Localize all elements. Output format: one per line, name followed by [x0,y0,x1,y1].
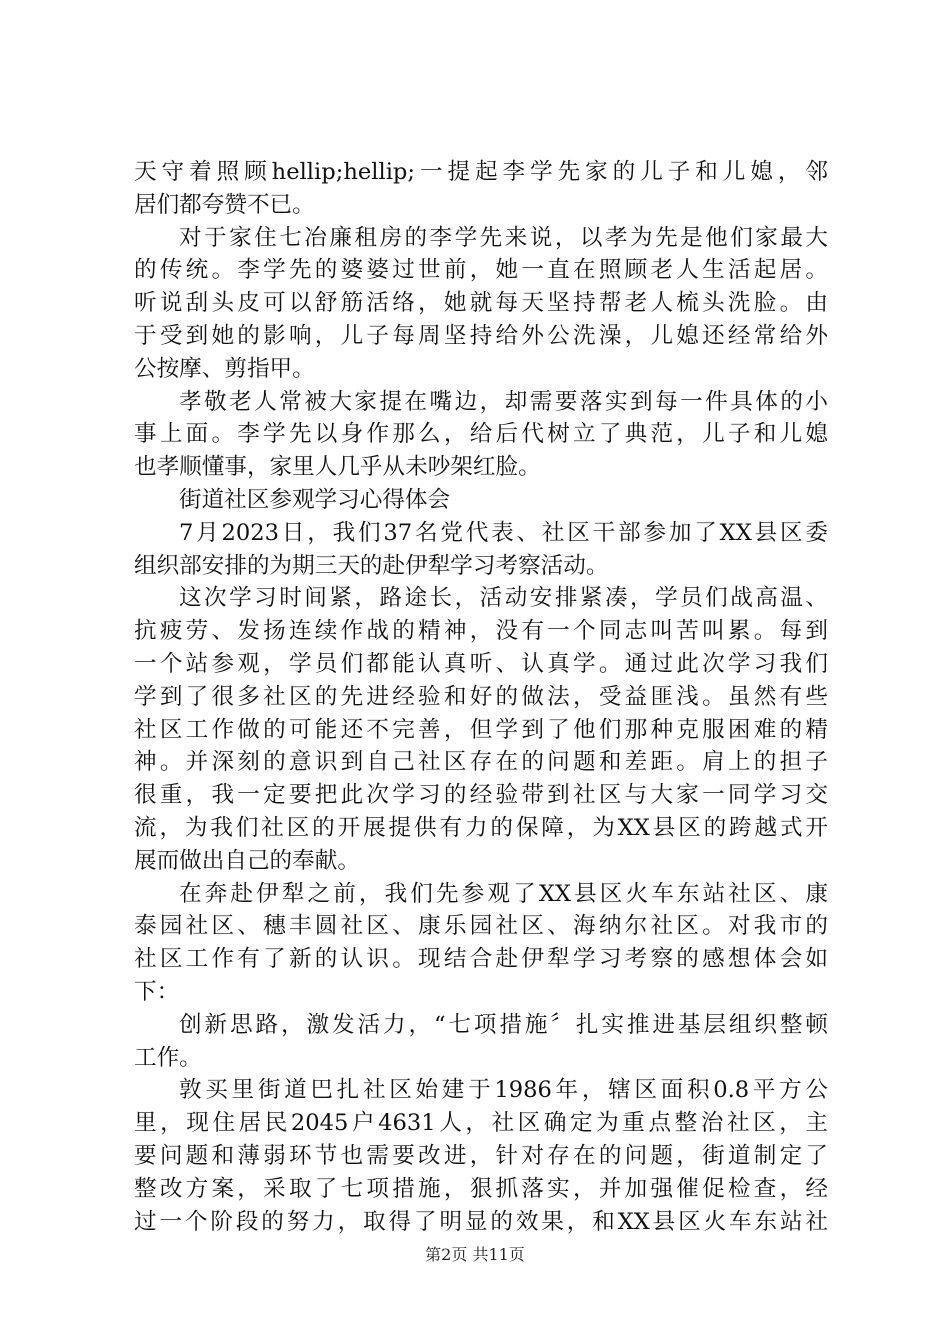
text-line: 敦买里街道巴扎社区始建于1986年，辖区面积0.8平方公 [179,1077,828,1104]
text-line: 这次学习时间紧，路途长，活动安排紧凑，学员们战高温、 [179,585,828,612]
text-line: 整改方案，采取了七项措施，狠抓落实，并加强催促检查，经 [134,1175,828,1202]
text-line: 社区工作有了新的认识。现结合赴伊犁学习考察的感想体会如 [134,946,828,973]
text-line: 抗疲劳、发扬连续作战的精神，没有一个同志叫苦叫累。每到 [134,618,828,645]
text-line: 很重，我一定要把此次学习的经验带到社区与大家一同学习交 [134,782,828,809]
text-line: 对于家住七冶廉租房的李学先来说，以孝为先是他们家最大 [179,224,828,251]
text-line: 下： [134,978,180,1005]
text-line: 过一个阶段的努力，取得了明显的效果，和XX县区火车东站社 [134,1208,828,1235]
text-line: 的传统。李学先的婆婆过世前，她一直在照顾老人生活起居。 [134,257,828,284]
text-line: 于受到她的影响，儿子每周坚持给外公洗澡，儿媳还经常给外 [134,322,828,349]
text-line: 学到了很多社区的先进经验和好的做法，受益匪浅。虽然有些 [134,683,828,710]
text-line: 天守着照顾hellip;hellip;一提起李学先家的儿子和儿媳，邻 [134,159,828,185]
text-line: 公按摩、剪指甲。 [134,355,315,382]
text-line: 流，为我们社区的开展提供有力的保障，为XX县区的跨越式开 [134,814,828,841]
text-line: 泰园社区、穗丰圆社区、康乐园社区、海纳尔社区。对我市的 [134,913,828,940]
page-number-footer: 第2页 共11页 [425,1245,525,1264]
text-line: 孝敬老人常被大家提在嘴边，却需要落实到每一件具体的小 [179,388,828,415]
text-line: 7月2023日，我们37名党代表、社区干部参加了XX县区委 [179,519,828,546]
text-line: 工作。 [134,1044,202,1071]
text-line: 组织部安排的为期三天的赴伊犁学习考察活动。 [134,552,609,579]
text-line: 创新思路，激发活力，“七项措施〞扎实推进基层组织整顿 [179,1011,828,1038]
text-line: 在奔赴伊犁之前，我们先参观了XX县区火车东站社区、康 [179,880,828,907]
section-heading: 街道社区参观学习心得体会 [179,486,451,513]
text-line: 要问题和薄弱环节也需要改进，针对存在的问题，街道制定了 [134,1142,828,1169]
text-line: 展而做出自己的奉献。 [134,847,360,874]
document-body [134,156,828,1238]
text-line: 事上面。李学先以身作那么，给后代树立了典范，儿子和儿媳 [134,421,828,448]
text-line: 社区工作做的可能还不完善，但学到了他们那种克服困难的精 [134,716,828,743]
text-line: 神。并深刻的意识到自己社区存在的问题和差距。肩上的担子 [134,749,828,776]
text-line: 里，现住居民2045户4631人，社区确定为重点整治社区，主 [134,1110,828,1137]
text-line: 居们都夸赞不已。 [134,191,315,218]
text-line: 听说刮头皮可以舒筋活络，她就每天坚持帮老人梳头洗脸。由 [134,290,828,317]
text-line: 一个站参观，学员们都能认真听、认真学。通过此次学习我们 [134,650,828,677]
text-line: 也孝顺懂事，家里人几乎从未吵架红脸。 [134,454,541,481]
